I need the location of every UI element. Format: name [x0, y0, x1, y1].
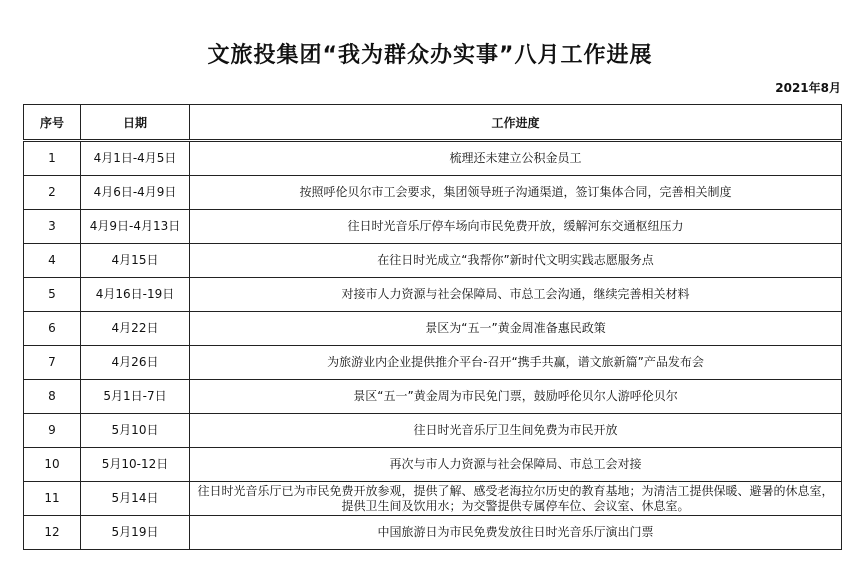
row-index: 5: [24, 278, 81, 312]
row-progress: 对接市人力资源与社会保障局、市总工会沟通，继续完善相关材料: [190, 278, 842, 312]
row-date: 4月26日: [81, 346, 190, 380]
row-progress: 梳理还未建立公积金员工: [190, 141, 842, 176]
row-date: 5月1日-7日: [81, 380, 190, 414]
row-index: 12: [24, 516, 81, 550]
row-date: 4月16日-19日: [81, 278, 190, 312]
row-date: 4月9日-4月13日: [81, 210, 190, 244]
row-date: 5月19日: [81, 516, 190, 550]
row-progress: 景区“五一”黄金周为市民免门票，鼓励呼伦贝尔人游呼伦贝尔: [190, 380, 842, 414]
row-index: 7: [24, 346, 81, 380]
table-header-row: [24, 105, 842, 141]
table-row: [24, 278, 842, 312]
table-row: [24, 210, 842, 244]
row-index: 8: [24, 380, 81, 414]
table-row: [24, 312, 842, 346]
row-date: 4月1日-4月5日: [81, 141, 190, 176]
row-index: 6: [24, 312, 81, 346]
row-date: 5月10-12日: [81, 448, 190, 482]
row-index: 10: [24, 448, 81, 482]
row-progress: 往日时光音乐厅卫生间免费为市民开放: [190, 414, 842, 448]
row-progress: 景区为“五一”黄金周准备惠民政策: [190, 312, 842, 346]
row-progress: 往日时光音乐厅已为市民免费开放参观，提供了解、感受老海拉尔历史的教育基地；为清洁工提供保暖、避暑的休息室，提供卫生间及饮用水；为交警提供专属停车位、会议室、休息室。: [190, 482, 842, 516]
row-index: 2: [24, 176, 81, 210]
table-row: [24, 244, 842, 278]
document-title: 文旅投集团“我为群众办实事”八月工作进展: [207, 43, 653, 68]
table-row: [24, 414, 842, 448]
row-date: 4月6日-4月9日: [81, 176, 190, 210]
row-date: 5月14日: [81, 482, 190, 516]
table-row: [24, 516, 842, 550]
header-date: 日期: [81, 105, 190, 141]
table-row: [24, 448, 842, 482]
row-date: 5月10日: [81, 414, 190, 448]
row-index: 3: [24, 210, 81, 244]
row-progress: 按照呼伦贝尔市工会要求，集团领导班子沟通渠道，签订集体合同，完善相关制度: [190, 176, 842, 210]
report-date: 2021年8月: [775, 81, 841, 95]
row-index: 11: [24, 482, 81, 516]
row-progress: 往日时光音乐厅停车场向市民免费开放，缓解河东交通枢纽压力: [190, 210, 842, 244]
row-progress: 中国旅游日为市民免费发放往日时光音乐厅演出门票: [190, 516, 842, 550]
header-index: 序号: [24, 105, 81, 141]
row-date: 4月22日: [81, 312, 190, 346]
row-index: 1: [24, 141, 81, 176]
row-progress: 为旅游业内企业提供推介平台-召开“携手共赢，谱文旅新篇”产品发布会: [190, 346, 842, 380]
row-progress: 再次与市人力资源与社会保障局、市总工会对接: [190, 448, 842, 482]
header-progress: 工作进度: [190, 105, 842, 141]
row-progress: 在往日时光成立“我帮你”新时代文明实践志愿服务点: [190, 244, 842, 278]
progress-table: [23, 104, 842, 550]
row-index: 9: [24, 414, 81, 448]
table-row: [24, 380, 842, 414]
row-index: 4: [24, 244, 81, 278]
row-date: 4月15日: [81, 244, 190, 278]
table-row: [24, 176, 842, 210]
table-row: [24, 482, 842, 516]
table-row: [24, 346, 842, 380]
table-row: [24, 141, 842, 176]
